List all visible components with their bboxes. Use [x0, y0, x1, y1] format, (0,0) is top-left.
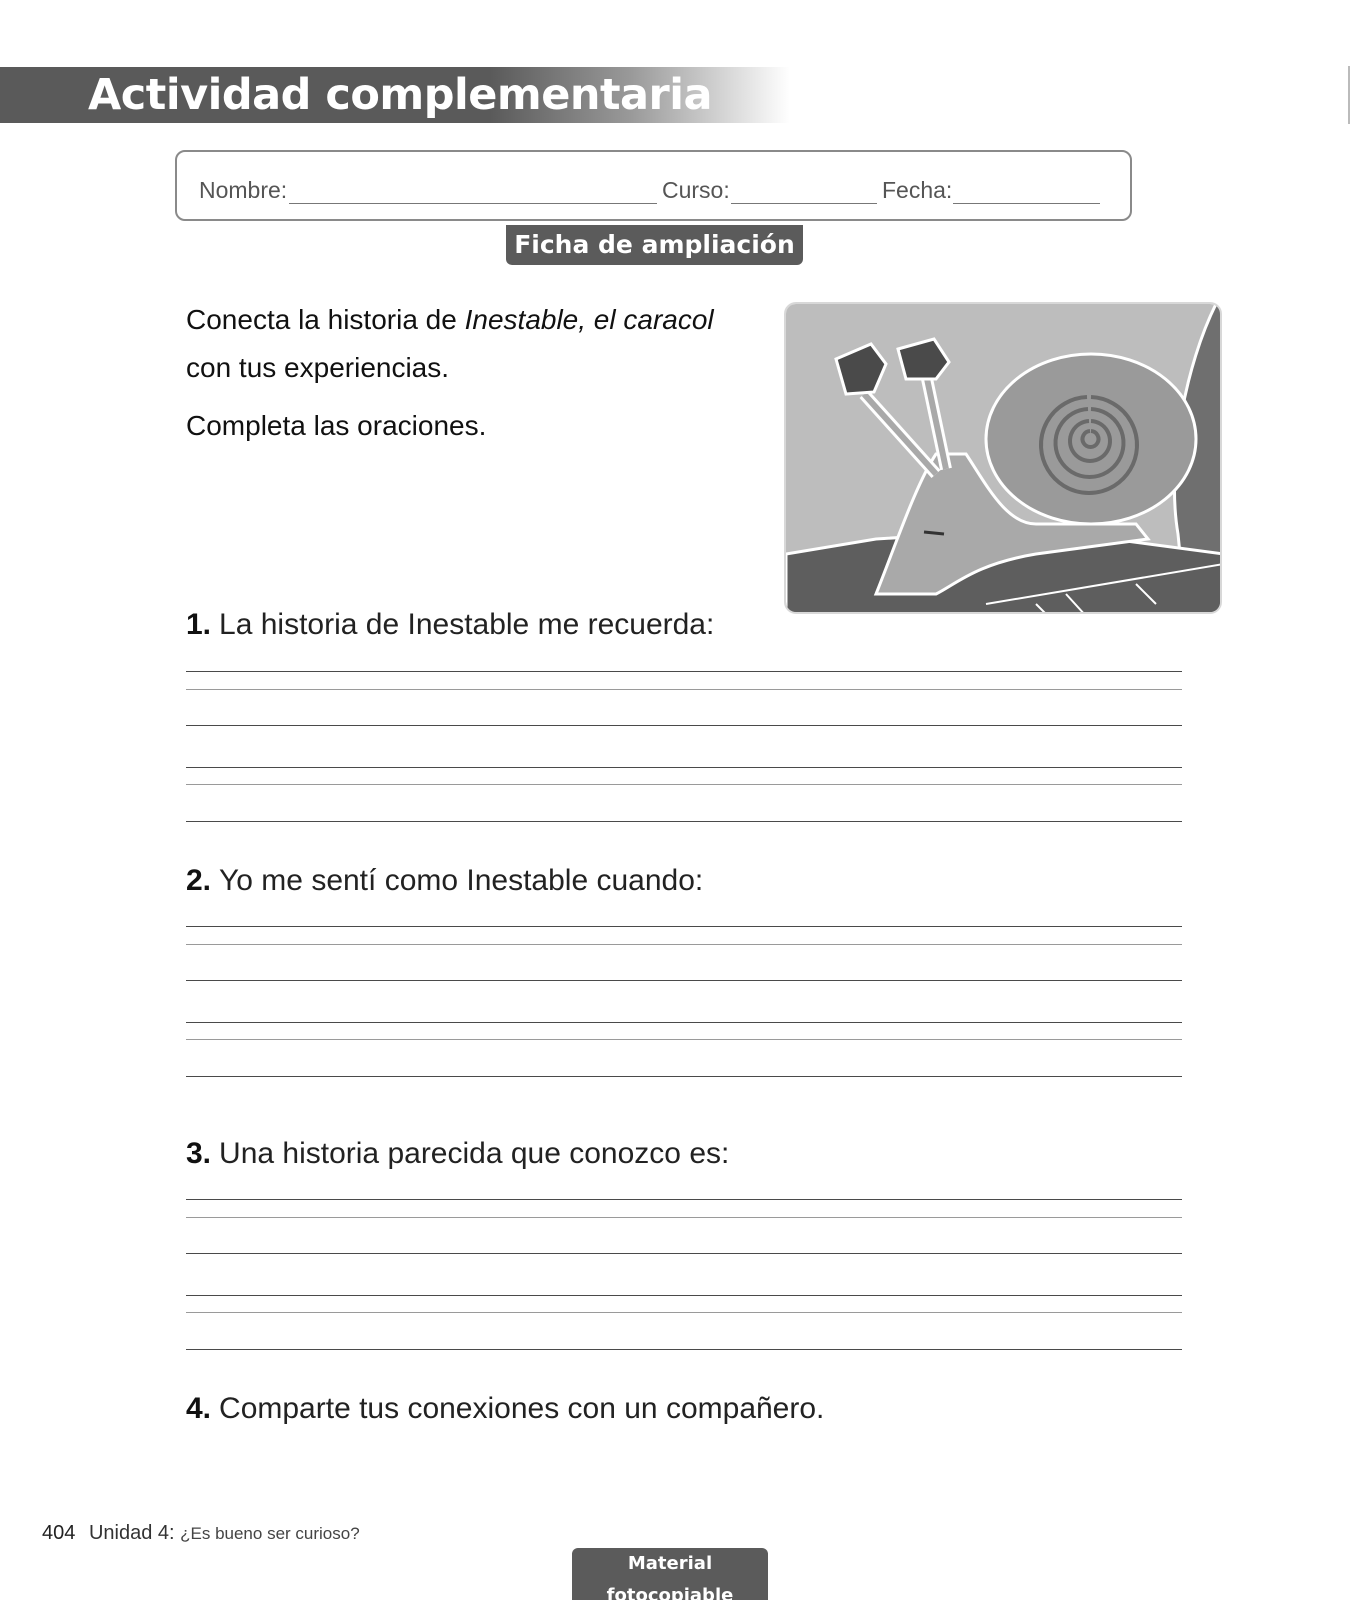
name-label: Nombre: [199, 177, 288, 203]
question-3 [186, 1137, 729, 1171]
guide-line [186, 1312, 1182, 1313]
photocopiable-tab: Material fotocopiable [572, 1548, 768, 1600]
page-footer [42, 1522, 360, 1545]
answer-line[interactable] [186, 926, 1182, 927]
page-title: Actividad complementaria [88, 70, 713, 120]
worksheet-tab: Ficha de ampliación 1 [506, 225, 803, 265]
question-4 [186, 1392, 824, 1426]
unit-question: ¿Es bueno ser curioso? [180, 1524, 360, 1543]
answer-line[interactable] [186, 1349, 1182, 1350]
date-label: Fecha: [882, 177, 953, 203]
intro-line-2: con tus experiencias. [186, 352, 450, 383]
answer-line[interactable] [186, 1076, 1182, 1077]
unit-label: Unidad 4: [88, 1522, 175, 1544]
question-4-number: 4. [186, 1392, 212, 1425]
question-2-text: Yo me sentí como Inestable cuando: [219, 864, 704, 897]
question-2-number: 2. [186, 864, 212, 897]
student-info-box [175, 150, 1132, 221]
answer-line[interactable] [186, 671, 1182, 672]
answer-line[interactable] [186, 1253, 1182, 1254]
guide-line [186, 1039, 1182, 1040]
intro-line-1-text: Conecta la historia de [186, 304, 465, 335]
guide-line [186, 784, 1182, 785]
question-1-text: La historia de Inestable me recuerda: [219, 608, 715, 641]
page-number: 404 [42, 1522, 76, 1544]
guide-line [186, 944, 1182, 945]
answer-line[interactable] [186, 821, 1182, 822]
question-3-text: Una historia parecida que conozco es: [219, 1137, 730, 1170]
question-4-text: Comparte tus conexiones con un compañero. [219, 1392, 825, 1425]
name-field[interactable] [289, 203, 657, 204]
snail-illustration [784, 302, 1222, 614]
intro-line-1 [186, 304, 756, 336]
question-1 [186, 608, 714, 642]
answer-line[interactable] [186, 1022, 1182, 1023]
course-field[interactable] [731, 203, 877, 204]
answer-line[interactable] [186, 1295, 1182, 1296]
question-3-number: 3. [186, 1137, 212, 1170]
answer-line[interactable] [186, 980, 1182, 981]
story-title: Inestable, el caracol [464, 304, 714, 335]
snail-drawing [786, 304, 1222, 614]
question-1-number: 1. [186, 608, 212, 641]
answer-line[interactable] [186, 725, 1182, 726]
answer-line[interactable] [186, 1199, 1182, 1200]
course-label: Curso: [662, 177, 730, 203]
intro-instruction: Completa las oraciones. [186, 410, 487, 441]
question-2 [186, 864, 703, 898]
guide-line [186, 689, 1182, 690]
guide-line [186, 1217, 1182, 1218]
date-field[interactable] [953, 203, 1100, 204]
answer-line[interactable] [186, 767, 1182, 768]
